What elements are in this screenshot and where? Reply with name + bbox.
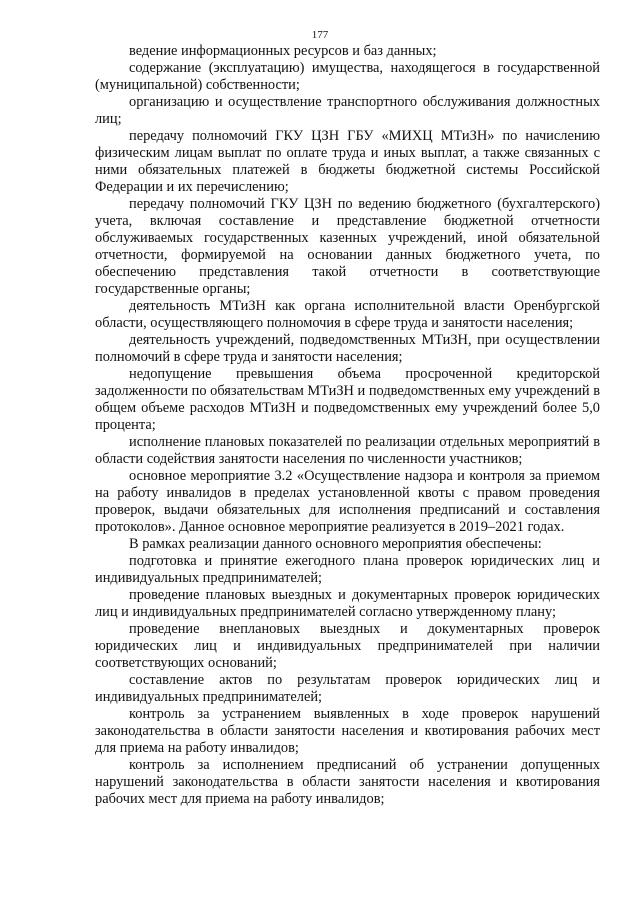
page-number: 177 [311, 29, 329, 41]
paragraph-property-maintenance: содержание (эксплуатацию) имущества, находящегося в государственной (муниципальной) собственности; [95, 60, 600, 93]
paragraph-orders-control: контроль за исполнением предписаний об устранении допущенных нарушений законодательства в области занятости населения и квотирования рабочих мест для приема на работу инвалидов; [95, 757, 600, 807]
paragraph-information-resources: ведение информационных ресурсов и баз данных; [129, 43, 437, 59]
paragraph-payroll-transfer: передачу полномочий ГКУ ЦЗН ГБУ «МИХЦ МТиЗН» по начислению физическим лицам выплат по оплате труда и иных выплат, а также связанных с ними обязательных платежей в бюджеты бюджетной системы Российской Федерации и их перечислению; [95, 128, 600, 195]
paragraph-transport-service: организацию и осуществление транспортного обслуживания должностных лиц; [95, 94, 600, 127]
document-body [95, 43, 600, 808]
paragraph-annual-plan: подготовка и принятие ежегодного плана проверок юридических лиц и индивидуальных предпринимателей; [95, 553, 600, 586]
paragraph-provided-intro: В рамках реализации данного основного мероприятия обеспечены: [129, 536, 542, 552]
paragraph-institutions-activity: деятельность учреждений, подведомственных МТиЗН, при осуществлении полномочий в сфере труда и занятости населения; [95, 332, 600, 365]
paragraph-violations-control: контроль за устранением выявленных в ходе проверок нарушений законодательства в области занятости населения и квотирования рабочих мест для приема на работу инвалидов; [95, 706, 600, 756]
paragraph-planned-inspections: проведение плановых выездных и документарных проверок юридических лиц и индивидуальных предпринимателей согласно утвержденному плану; [95, 587, 600, 620]
paragraph-mtizn-activity: деятельность МТиЗН как органа исполнительной власти Оренбургской области, осуществляющего полномочия в сфере труда и занятости населения; [95, 298, 600, 331]
paragraph-accounting-transfer: передачу полномочий ГКУ ЦЗН по ведению бюджетного (бухгалтерского) учета, включая составление и представление бюджетной отчетности обслуживаемых государственных казенных учреждений, иной обязательной отчетности, формируемой на основании данных бюджетного учета, по обеспечению представления такой отчетности в соответствующие государственные органы; [95, 196, 600, 297]
paragraph-overdue-debt: недопущение превышения объема просроченной кредиторской задолженности по обязательствам МТиЗН и подведомственных ему учреждений в общем объеме расходов МТиЗН и подведомственных ему учреждений более 5,0 процента; [95, 366, 600, 433]
paragraph-plan-indicators: исполнение плановых показателей по реализации отдельных мероприятий в области содействия занятости населения по численности участников; [95, 434, 600, 467]
paragraph-inspection-acts: составление актов по результатам проверок юридических лиц и индивидуальных предпринимателей; [95, 672, 600, 705]
paragraph-unplanned-inspections: проведение внеплановых выездных и документарных проверок юридических лиц и индивидуальных предпринимателей при наличии соответствующих оснований; [95, 621, 600, 671]
paragraph-main-activity-3-2: основное мероприятие 3.2 «Осуществление надзора и контроля за приемом на работу инвалидов в пределах установленной квоты с правом проведения проверок, выдачи обязательных для исполнения предписаний и составления протоколов». Данное основное мероприятие реализуется в 2019–2021 годах. [95, 468, 600, 535]
